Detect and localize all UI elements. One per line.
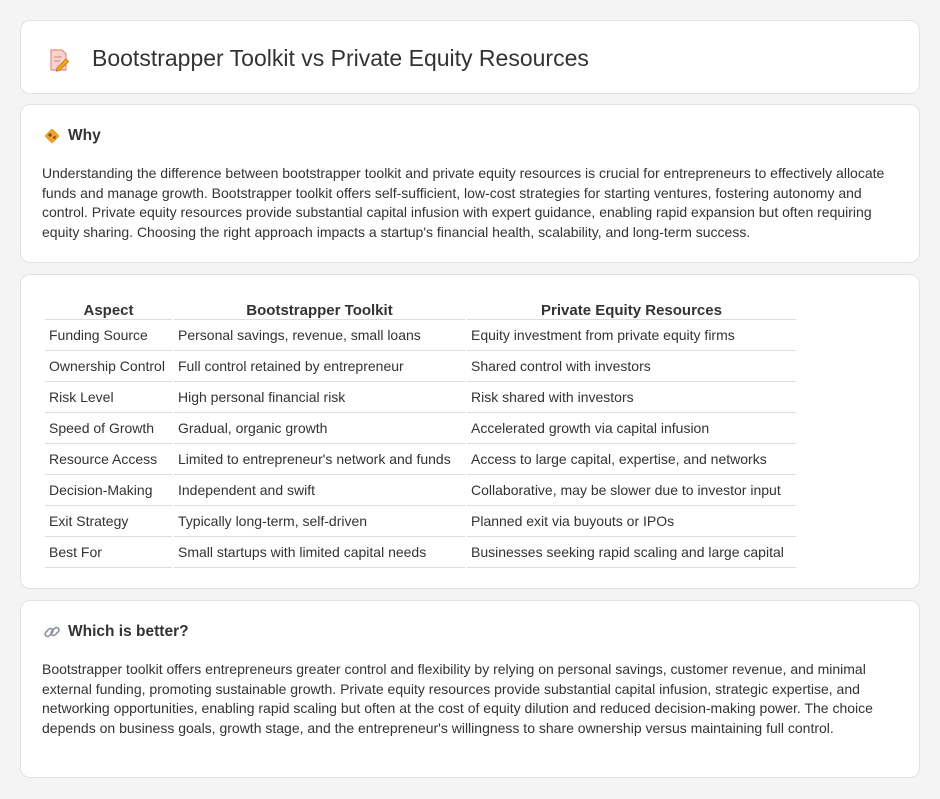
table-cell: Collaborative, may be slower due to investor input — [467, 475, 796, 506]
table-cell: Gradual, organic growth — [174, 413, 465, 444]
why-heading: Why — [68, 127, 101, 144]
table-cell: Best For — [45, 537, 172, 568]
table-cell: Typically long-term, self-driven — [174, 506, 465, 537]
why-text: Understanding the difference between bootstrapper toolkit and private equity resources is crucial for entrepreneurs to effectively allocate funds and manage growth. Bootstrapper toolkit offers self-sufficient, low-cost strategies for starting ventures, fostering autonomy and control. Private equity resources provide substantial capital infusion with expert guidance, enabling rapid expansion but often requiring equity sharing. Choosing the right approach impacts a startup's financial health, scalability, and long-term success. — [42, 165, 885, 240]
title-card — [20, 20, 920, 94]
better-heading-row — [43, 623, 189, 641]
table-row — [45, 320, 796, 351]
table-cell: Funding Source — [45, 320, 172, 351]
table-cell: Personal savings, revenue, small loans — [174, 320, 465, 351]
column-header: Aspect — [45, 297, 172, 320]
comparison-section — [20, 274, 920, 589]
table-cell: Ownership Control — [45, 351, 172, 382]
column-header: Private Equity Resources — [467, 297, 796, 320]
table-header-row — [45, 297, 796, 320]
better-text: Bootstrapper toolkit offers entrepreneurs greater control and flexibility by relying on personal savings, customer revenue, and minimal external funding, promoting sustainable growth. Private equity resources provide substantial capital infusion, strategic expertise, and networking opportunities, enabling rapid scaling but often at the cost of equity dilution and reduced decision-making power. The choice depends on business goals, growth stage, and the entrepreneur's willingness to share ownership versus maintaining full control. — [42, 661, 873, 736]
better-heading: Which is better? — [68, 623, 189, 640]
table-row — [45, 475, 796, 506]
table-cell: Exit Strategy — [45, 506, 172, 537]
table-row — [45, 351, 796, 382]
table-cell: Full control retained by entrepreneur — [174, 351, 465, 382]
table-cell: Risk shared with investors — [467, 382, 796, 413]
table-cell: Equity investment from private equity firms — [467, 320, 796, 351]
table-cell: Accelerated growth via capital infusion — [467, 413, 796, 444]
table-cell: Speed of Growth — [45, 413, 172, 444]
document-pencil-icon — [48, 48, 70, 72]
table-cell: Shared control with investors — [467, 351, 796, 382]
table-cell: Risk Level — [45, 382, 172, 413]
table-row — [45, 537, 796, 568]
table-cell: Businesses seeking rapid scaling and large capital — [467, 537, 796, 568]
why-section — [20, 104, 920, 263]
why-heading-row — [43, 127, 101, 145]
table-cell: Small startups with limited capital needs — [174, 537, 465, 568]
table-cell: Independent and swift — [174, 475, 465, 506]
diamond-sign-icon — [43, 127, 61, 145]
table-cell: Limited to entrepreneur's network and funds — [174, 444, 465, 475]
table-row — [45, 413, 796, 444]
table-row — [45, 382, 796, 413]
which-is-better-section — [20, 600, 920, 778]
table-row — [45, 444, 796, 475]
comparison-table — [43, 297, 798, 568]
table-cell: Planned exit via buyouts or IPOs — [467, 506, 796, 537]
table-cell: Decision-Making — [45, 475, 172, 506]
table-cell: Access to large capital, expertise, and networks — [467, 444, 796, 475]
table-cell: Resource Access — [45, 444, 172, 475]
table-row — [45, 506, 796, 537]
column-header: Bootstrapper Toolkit — [174, 297, 465, 320]
page-title: Bootstrapper Toolkit vs Private Equity Resources — [92, 45, 589, 71]
link-icon — [43, 623, 61, 641]
table-cell: High personal financial risk — [174, 382, 465, 413]
